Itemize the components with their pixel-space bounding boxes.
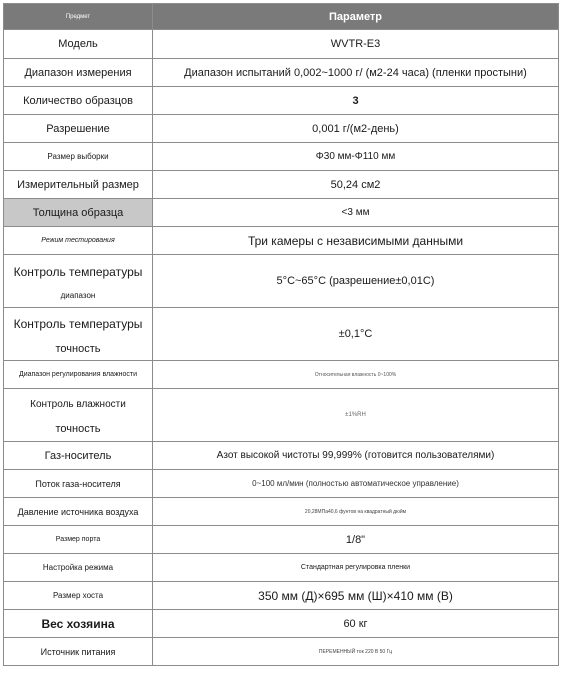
table-row [4,171,559,199]
row-value: WVTR-E3 [153,30,559,59]
table-row [4,582,559,610]
row-value: Φ30 мм-Φ110 мм [153,143,559,171]
table-row [4,227,559,255]
spec-table [3,3,559,666]
row-label: Режим тестирования [4,227,153,255]
row-value: Диапазон испытаний 0,002~1000 г/ (м2-24 часа) (пленки простыни) [153,59,559,87]
row-value: 5°C~65°C (разрешение±0,01C) [153,255,559,308]
row-label [4,255,153,308]
row-value: Относительная влажность 0~100% [153,361,559,389]
row-label: Модель [4,30,153,59]
table-row [4,87,559,115]
header-item: Предмет [4,4,153,30]
row-label: Толщина образца [4,199,153,227]
row-value: 1/8" [153,526,559,554]
row-value: <3 мм [153,199,559,227]
row-label: Газ-носитель [4,442,153,470]
row-label: Разрешение [4,115,153,143]
table-row [4,59,559,87]
row-value: 50,24 см2 [153,171,559,199]
table-row [4,255,559,308]
row-label-line2: точность [55,342,101,355]
row-value: ±0,1°C [153,308,559,361]
row-label-line1: Контроль влажности [30,398,126,410]
row-label: Поток газа-носителя [4,470,153,498]
table-row [4,199,559,227]
row-label-line1: Контроль температуры [13,316,143,331]
row-label: Диапазон регулирования влажности [4,361,153,389]
row-value: Азот высокой чистоты 99,999% (готовится пользователями) [153,442,559,470]
row-label-line1: Контроль температуры [13,265,143,279]
row-label: Размер хоста [4,582,153,610]
row-label: Размер порта [4,526,153,554]
row-label: Источник питания [4,638,153,666]
row-value: ±1%RH [153,389,559,442]
table-row [4,638,559,666]
table-row [4,143,559,171]
row-value: ПЕРЕМЕННЫЙ ток 220 В 50 Гц [153,638,559,666]
table-row [4,554,559,582]
row-value: 60 кг [153,610,559,638]
table-row [4,610,559,638]
row-label: Диапазон измерения [4,59,153,87]
table-row [4,526,559,554]
table-row [4,442,559,470]
row-value: 3 [153,87,559,115]
table-row [4,389,559,442]
table-row [4,30,559,59]
row-value: 0~100 мл/мин (полностью автоматическое управление) [153,470,559,498]
table-row [4,361,559,389]
row-value: Три камеры с независимыми данными [153,227,559,255]
row-label-line2: точность [55,422,101,435]
row-label [4,389,153,442]
row-value: Стандартная регулировка пленки [153,554,559,582]
header-row [4,4,559,30]
row-label: Вес хозяина [4,610,153,638]
row-label: Количество образцов [4,87,153,115]
row-label: Настройка режима [4,554,153,582]
row-label-line2: диапазон [60,291,96,300]
row-value: 350 мм (Д)×695 мм (Ш)×410 мм (В) [153,582,559,610]
row-label: Измерительный размер [4,171,153,199]
table-row [4,498,559,526]
row-label: Размер выборки [4,143,153,171]
row-value: 20,28МПа40,6 фунтов на квадратный дюйм [153,498,559,526]
table-row [4,308,559,361]
table-row [4,115,559,143]
header-parameter: Параметр [153,4,559,30]
row-label: Давление источника воздуха [4,498,153,526]
table-row [4,470,559,498]
row-label [4,308,153,361]
row-value: 0,001 г/(м2-день) [153,115,559,143]
